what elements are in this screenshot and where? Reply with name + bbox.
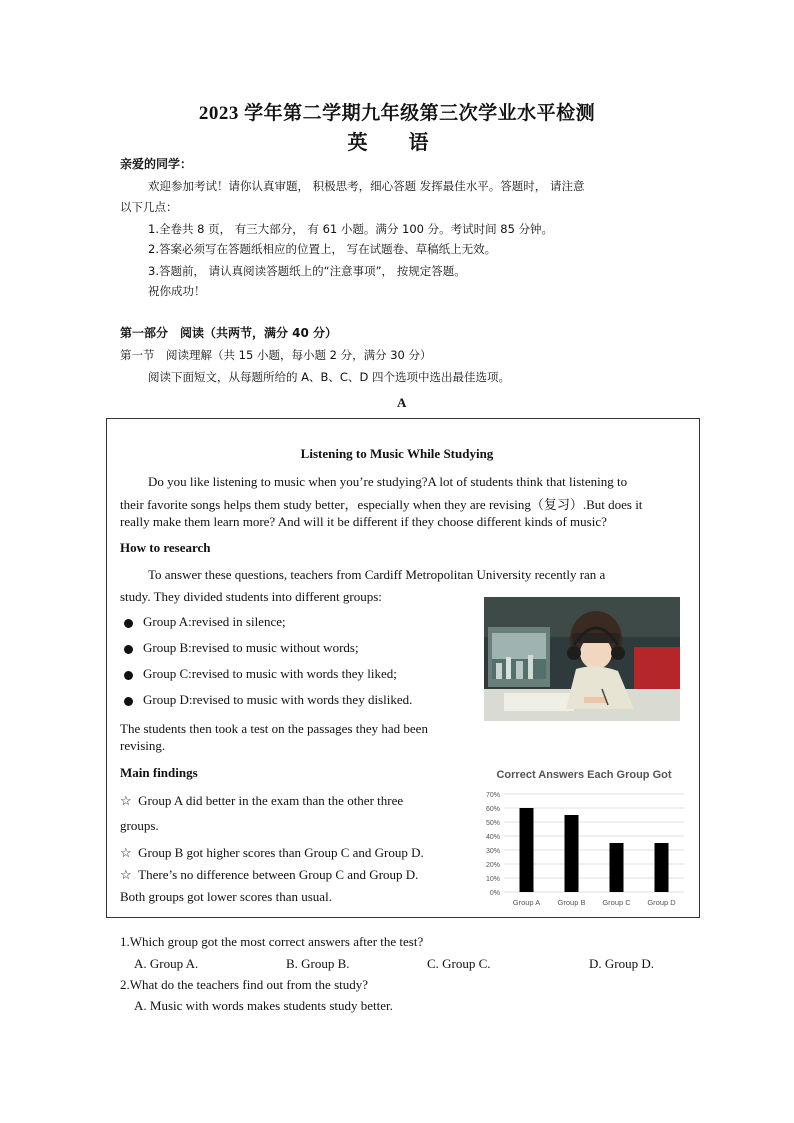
x-tick-label: Group A <box>512 898 541 907</box>
passage-letter: A <box>397 395 407 410</box>
star-icon: ☆ <box>120 845 132 860</box>
rule-1: 1.全卷共 8 页， 有三大部分， 有 61 小题。满分 100 分。考试时间 85 分钟。 <box>148 222 554 236</box>
bar-group-c <box>610 843 624 892</box>
wish-text: 祝你成功！ <box>148 284 206 298</box>
para3-line1: The students then took a test on the passages they had been <box>120 721 428 736</box>
y-tick-label: 30% <box>485 848 500 855</box>
q1-option-a[interactable]: A. Group A. <box>134 956 199 971</box>
chart-svg <box>478 760 690 916</box>
finding-3: ☆ There’s no difference between Group C and Group D. <box>120 867 419 882</box>
q2-option-a[interactable]: A. Music with words makes students study better. <box>134 998 393 1013</box>
rule-2: 2.答案必须写在答题纸相应的位置上， 写在试题卷、草稿纸上无效。 <box>148 242 497 256</box>
part-heading: 第一部分 阅读（共两节，满分 40 分） <box>120 326 338 340</box>
bar-group-d <box>655 843 669 892</box>
chart-title: Correct Answers Each Group Got <box>496 769 672 781</box>
para1-line1: Do you like listening to music when you’re studying?A lot of students think that listening to <box>148 474 628 489</box>
y-tick-label: 40% <box>485 834 500 841</box>
subject-title: 英 语 <box>347 132 447 154</box>
para1-line2: their favorite songs helps them study better，especially when they are revising（复习）.But does it <box>120 497 643 512</box>
bar-chart <box>478 760 690 916</box>
section-heading: 第一节 阅读理解（共 15 小题，每小题 2 分，满分 30 分） <box>120 348 432 362</box>
question-1: 1.Which group got the most correct answers after the test? <box>120 934 424 949</box>
para2-line1: To answer these questions, teachers from Cardiff Metropolitan University recently ran a <box>148 567 606 582</box>
bullet-icon <box>124 671 133 680</box>
q1-option-d[interactable]: D. Group D. <box>589 956 654 971</box>
bullet-icon <box>124 619 133 628</box>
rule-3: 3.答题前， 请认真阅读答题纸上的“注意事项”， 按规定答题。 <box>148 264 466 278</box>
y-tick-label: 70% <box>485 792 500 799</box>
y-tick-label: 20% <box>485 862 500 869</box>
star-icon: ☆ <box>120 867 132 882</box>
x-tick-label: Group C <box>602 898 631 907</box>
question-2: 2.What do the teachers find out from the study? <box>120 977 369 992</box>
y-tick-label: 0% <box>489 890 500 897</box>
heading-findings: Main findings <box>120 765 198 780</box>
group-item-b: Group B:revised to music without words; <box>124 640 359 656</box>
y-tick-label: 60% <box>485 806 500 813</box>
para3-line2: revising. <box>120 738 166 753</box>
group-item-c: Group C:revised to music with words they liked; <box>124 666 397 682</box>
greeting: 亲爱的同学： <box>120 157 193 171</box>
student-illustration <box>484 597 680 721</box>
instruction: 阅读下面短文，从每题所给的 A、B、C、D 四个选项中选出最佳选项。 <box>148 370 510 384</box>
bullet-icon <box>124 645 133 654</box>
group-item-a: Group A:revised in silence; <box>124 614 286 630</box>
q1-option-b[interactable]: B. Group B. <box>286 956 350 971</box>
para2-line2: study. They divided students into different groups: <box>120 589 382 604</box>
exam-title: 2023 学年第二学期九年级第三次学业水平检测 <box>198 103 596 124</box>
bullet-icon <box>124 697 133 706</box>
finding-1: ☆ Group A did better in the exam than the other three <box>120 793 404 808</box>
heading-research: How to research <box>120 540 211 555</box>
group-item-d: Group D:revised to music with words they disliked. <box>124 692 412 708</box>
star-icon: ☆ <box>120 793 132 808</box>
finding-2: ☆ Group B got higher scores than Group C and Group D. <box>120 845 424 860</box>
finding-3-cont: Both groups got lower scores than usual. <box>120 889 332 904</box>
para1-line3: really make them learn more? And will it be different if they choose different kinds of music? <box>120 514 607 529</box>
x-tick-label: Group D <box>647 898 676 907</box>
x-tick-label: Group B <box>557 898 586 907</box>
bar-group-a <box>520 808 534 892</box>
y-tick-label: 50% <box>485 820 500 827</box>
intro-line-2: 以下几点： <box>120 200 178 214</box>
finding-1-cont: groups. <box>120 818 159 833</box>
bar-group-b <box>565 815 579 892</box>
y-tick-label: 10% <box>485 876 500 883</box>
intro-line-1: 欢迎参加考试！请你认真审题， 积极思考，细心答题 发挥最佳水平。答题时， 请注意 <box>148 179 585 193</box>
q1-option-c[interactable]: C. Group C. <box>427 956 491 971</box>
passage-title: Listening to Music While Studying <box>300 446 494 461</box>
